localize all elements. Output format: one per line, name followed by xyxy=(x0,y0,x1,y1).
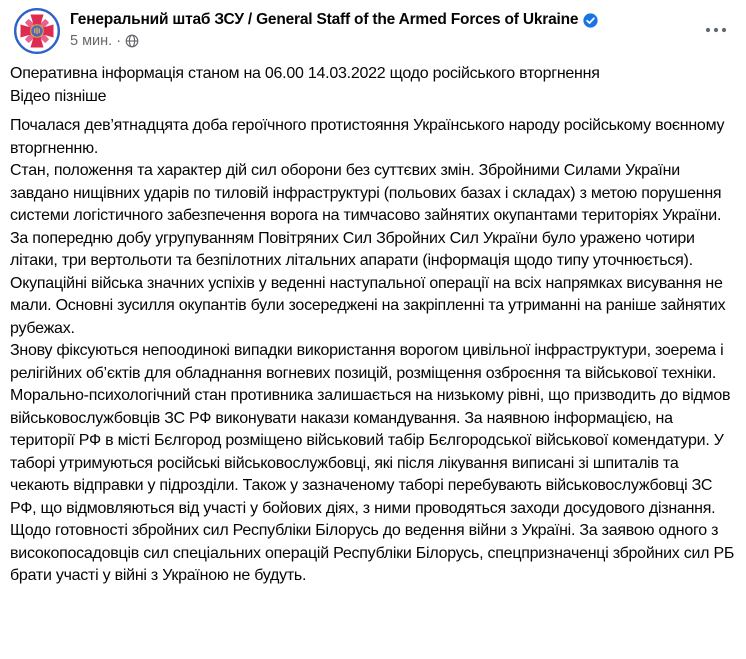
meta-row xyxy=(70,33,598,49)
timestamp-link[interactable]: 5 мин. xyxy=(70,33,113,49)
general-staff-emblem-icon xyxy=(14,8,60,54)
page-avatar[interactable] xyxy=(14,8,60,54)
verified-badge-icon xyxy=(583,13,598,28)
three-dots-icon xyxy=(705,21,727,36)
post-text xyxy=(0,56,746,588)
globe-public-icon xyxy=(125,34,139,48)
post-intro-line: Відео пізніше xyxy=(10,87,107,105)
post-paragraph: Стан, положення та характер дій сил оборони без суттєвих змін. Збройними Силами України завдано нищівних ударів по тиловій інфраструктурі (польових базах і складах) з метою порушення системи логістичного забезпечення ворога на тимчасово зайнятих окупантами територіях України. За попередню добу угрупуванням Повітряних Сил Збройних Сил України було уражено чотири літаки, три вертольоти та безпілотних літальних апарати (інформація щодо типу уточнюється). xyxy=(10,162,722,269)
post-paragraphs xyxy=(10,115,735,588)
name-row xyxy=(70,11,598,29)
post-paragraph: Почалася дев’ятнадцята доба героїчного протистояння Українського народу російському воєнному вторгненню. xyxy=(10,117,725,157)
post-intro-line: Оперативна інформація станом на 06.00 14.03.2022 щодо російського вторгнення xyxy=(10,65,600,82)
post-header xyxy=(0,0,746,56)
more-options-button[interactable] xyxy=(700,14,732,42)
post-paragraph: Морально-психологічний стан противника залишається на низькому рівні, що призводить до відмов військовослужбовців ЗС РФ виконувати накази командування. За наявною інформацією, на території РФ в місті Бєлгород розміщено військовий табір Бєлгородської військової комендатури. У таборі утримуються російські військовослужбовці, які після лікування виписані зі шпиталів та чекають відправки у підрозділи. Також у зазначеному таборі перебувають військовослужбовці ЗС РФ, що відмовляються від участі у бойових діях, з ними проводяться заходи досудового дізнання. xyxy=(10,387,731,517)
page-name-link[interactable]: Генеральний штаб ЗСУ / General Staff of the Armed Forces of Ukraine xyxy=(70,11,579,28)
post-paragraph: Окупаційні війська значних успіхів у веденні наступальної операції на всіх напрямках висування не мали. Основні зусилля окупантів були зосереджені на закріпленні та утриманні на раніше зайнятих рубежах. xyxy=(10,274,726,337)
header-text xyxy=(70,8,598,49)
post-paragraph: Знову фіксуються непоодинокі випадки використання ворогом цивільної інфраструктури, зоерема і релігійних об’єктів для обладнання вогневих позицій, розміщення озброєння та військової техніки. xyxy=(10,342,724,382)
post-paragraph: Щодо готовності збройних сил Республіки Білорусь до ведення війни з Україні. За заявою одного з високопосадовців сил спеціальних операцій Республіки Білорусь, спецпризначенці збройних сил РБ брати участі у війні з Україною не будуть. xyxy=(10,522,735,584)
meta-separator: · xyxy=(116,33,122,49)
post-intro xyxy=(10,63,735,108)
